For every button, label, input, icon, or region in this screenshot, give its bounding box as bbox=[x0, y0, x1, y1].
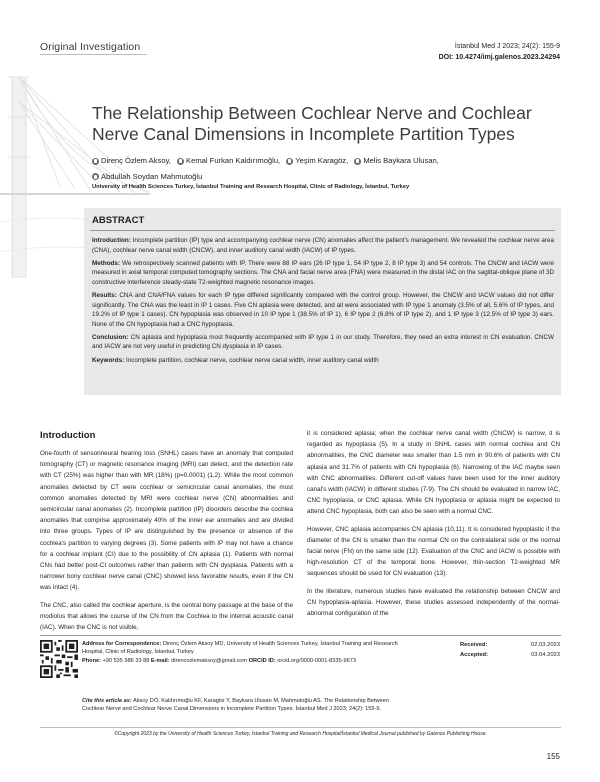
email-label: E-mail: bbox=[150, 657, 170, 664]
abstract-results bbox=[92, 291, 554, 329]
body-paragraph: One-fourth of sensorineural hearing loss (SNHL) cases have an anomaly that computed tomography (CT) or magnetic resonance imaging (MRI) can detect, and the detection rate with CT (25%) was higher than with MR (18%) (p=0.0001) (1,2). While the most common anomalies detected by CT were cochlear or semicircular canal anomalies, the most common anomalies detected by MRI were cochlear nerve (CN) abnormalities and semicircular canal anomalies (2). Incomplete partition (IP) disorders describe the cochlea anomalies that comprise approximately 40% of the inner ear anomalies and are divided into three groups. Types of IP are distinguished by the presence or absence of the cochlea's partition to varying degrees (3). Some patients with IP may not have a chance for a cochlear implant (CI) due to the possibility of CN aplasia (1). Patients with normal CNs had better post-CI outcomes rather than patients with CN dysplasia. Patients with a narrower bony cochlear nerve canal (CNC) showed less favorable results, even if the CN was intact (4). bbox=[40, 450, 293, 592]
introduction-heading: Introduction bbox=[40, 430, 96, 441]
abstract-text: Incomplete partition (IP) type and accompanying cochlear nerve (CN) anomalies affect the patient's management. We revealed the cochlear nerve area (CNA), cochlear nerve canal width (CNCW), and inner auditory canal width (IACW) of IP types. bbox=[92, 237, 555, 254]
author-list bbox=[92, 154, 532, 185]
abstract-rule bbox=[90, 230, 555, 231]
phone-value: +90 535 986 33 88 bbox=[102, 657, 150, 664]
copyright-rule bbox=[40, 727, 561, 728]
section-label-rule bbox=[40, 54, 147, 55]
journal-citation: İstanbul Med J 2023; 24(2): 155-9 bbox=[454, 43, 560, 50]
orcid-icon[interactable] bbox=[354, 158, 361, 165]
article-title: The Relationship Between Cochlear Nerve and Cochlear Nerve Canal Dimensions in Incomplete Partition Types bbox=[92, 103, 532, 144]
abstract-text: CNA and CNA/FNA values for each IP type differed significantly compared with the control group. However, the CNCW and IACW values did not differ significantly. The CNA was the least in IP 1 cases. Five CN aplasia were detected, and all were associated with IP type 1 anomaly (3.5% of all, 5.6% of IP types, and 19.2% of IP type 1 cases). CN hypoplasia was observed in 10 IP type 1 (38.5% of IP 1), 6 IP type 2 (6.8% of IP type 2), and 1 IP type 3 (12.5% of IP type 3) ears. None of the CN hypoplasia had a CNC hypoplasia. bbox=[92, 291, 554, 328]
page-number: 155 bbox=[546, 752, 560, 761]
abstract-methods bbox=[92, 259, 554, 288]
orcid-label: ORCID ID: bbox=[248, 657, 276, 664]
abstract-heading: ABSTRACT bbox=[92, 215, 145, 226]
abstract-keywords bbox=[92, 356, 554, 366]
email-link[interactable]: direncozlemaksoy@gmail.com bbox=[171, 657, 248, 664]
orcid-icon[interactable] bbox=[92, 173, 99, 180]
author-name: Direnç Özlem Aksoy, bbox=[101, 156, 171, 165]
citation-text: Aksoy DÖ, Kaldırımoğlu KF, Karagöz Y, Baykara Ulusan M, Mahmutoğlu AS. The Relationship Between Cochlear Nerve and Cochlear Nerve Canal Dimensions in Incomplete Partition Types. İstanbul Med J 2023; 24(2): 155-9. bbox=[82, 698, 389, 713]
abstract-introduction bbox=[92, 236, 554, 255]
abstract-label: Introduction: bbox=[92, 237, 131, 244]
footer-rule bbox=[40, 635, 561, 636]
abstract-text: CN aplasia and hypoplasia most frequently accompanied with IP type 1 in our study. Therefore, they need an extra interest in CN evaluation. CNCW and IACW are not very useful in predicting CN dysplasia in IP cases. bbox=[92, 333, 554, 351]
abstract-label: Methods: bbox=[92, 259, 120, 267]
abstract-conclusion bbox=[92, 333, 554, 352]
received-date: 02.03.2023 bbox=[530, 642, 560, 648]
orcid-icon[interactable] bbox=[177, 158, 184, 165]
orcid-link[interactable]: orcid.org/0000-0001-8335-9673 bbox=[277, 657, 356, 664]
abstract-box bbox=[84, 208, 561, 395]
body-column-right bbox=[307, 428, 560, 625]
copyright-notice: ©Copyright 2023 by the University of Health Sciences Turkey, İstanbul Training and Research Hospital/İstanbul Medical Journal published by Galenos Publishing House. bbox=[114, 731, 487, 737]
author bbox=[354, 154, 439, 168]
accepted-date: 03.04.2023 bbox=[530, 652, 560, 658]
body-paragraph: However, CNC aplasia accompanies CN aplasia (10,11). It is considered hypoplastic if the diameter of the CN is smaller than the normal CN on the contralateral side or the normal facial nerve (FN) on the same side (12). Evaluation of the CNC and IACW is possible with high-resolution CT of the temporal bone. However, thin-section T2-weighted MR sequences should be used for CN evaluation (13). bbox=[307, 525, 560, 578]
body-paragraph: In the literature, numerous studies have evaluated the relationship between CNCW and CN hypoplasia-aplasia. However, these studies assessed independently of the normal-abnormal configuration of the bbox=[307, 587, 560, 618]
citation-label: Cite this article as: bbox=[82, 698, 132, 704]
body-paragraph: it is considered aplasia; when the cochlear nerve canal width (CNCW) is narrow, it is regarded as hypoplasia (5). In a study in SNHL cases with normal cochlea and CN abnormalities, the CNC diameter was smaller than 1.5 mm in 90.6% of patients with CN aplasia and 31.7% of patients with CN hypoplasia (6). Narrowing of the IAC maybe seen with CNC abnormalities. Different cut-off values have been used for the inner auditory canal's width (IACW) in different studies (7-9). The CN should be evaluated in narrow IAC, CNC hypoplasia, or CNC aplasia. While CN hypoplasia or aplasia might be expected to attend CNC hypoplasia, both can also be seen with a normal CNC. bbox=[307, 430, 560, 516]
journal-info bbox=[439, 41, 560, 63]
citation bbox=[82, 697, 412, 714]
author-name: Abdullah Soydan Mahmutoğlu bbox=[101, 171, 203, 181]
orcid-icon[interactable] bbox=[286, 158, 293, 165]
correspondence bbox=[82, 640, 412, 665]
received-label: Received: bbox=[460, 642, 488, 648]
article-dates bbox=[460, 640, 560, 660]
abstract-label: Conclusion: bbox=[92, 333, 129, 341]
doi: DOI: 10.4274/imj.galenos.2023.24294 bbox=[438, 54, 560, 61]
correspondence-text: Direnç Özlem Aksoy MD, University of Health Sciences Turkey, İstanbul Training and Research Hospital, Clinic of Radiology, İstanbul, Turkey bbox=[82, 641, 398, 656]
abstract-label: Results: bbox=[92, 291, 117, 299]
author-name: Kemal Furkan Kaldırımoğlu, bbox=[186, 156, 281, 165]
author bbox=[92, 154, 171, 168]
abstract-body bbox=[92, 236, 554, 369]
author bbox=[286, 154, 348, 168]
section-label: Original Investigation bbox=[40, 41, 141, 53]
author-name: Melis Baykara Ulusan, bbox=[363, 156, 439, 165]
body-column-left bbox=[40, 448, 293, 639]
accepted-label: Accepted: bbox=[460, 652, 489, 658]
phone-label: Phone: bbox=[82, 657, 101, 664]
qr-code-icon[interactable] bbox=[40, 640, 78, 678]
orcid-icon[interactable] bbox=[92, 158, 99, 165]
author-name: Yeşim Karagöz, bbox=[295, 156, 349, 165]
author bbox=[177, 154, 280, 168]
correspondence-label: Address for Correspondence: bbox=[82, 641, 162, 647]
abstract-text: Incomplete partition, cochlear nerve, cochlear nerve canal width, inner auditory canal width bbox=[125, 356, 379, 364]
affiliation: University of Health Sciences Turkey, İstanbul Training and Research Hospital, Clinic of Radiology, İstanbul, Turkey bbox=[92, 184, 410, 190]
author bbox=[92, 170, 202, 184]
abstract-text: We retrospectively scanned patients with IP. There were 88 IP ears (26 IP type 1, 54 IP type 2, 8 IP type 3) and 54 controls. The CNCW and IACW were measured in axial temporal computed tomography sections. The CNA and facial nerve area (FNA) were measured in the distal IAC on the sagittal-oblique plane of 3D constructive interference steady-state T2-weighted magnetic resonance images. bbox=[92, 259, 554, 286]
body-paragraph: The CNC, also called the cochlear aperture, is the central bony passage at the base of the modiolus that allows the course of the CN from the Cochlea to the internal acoustic canal (IAC). When the CNC is not visible, bbox=[40, 601, 293, 632]
abstract-label: Keywords: bbox=[92, 356, 125, 364]
